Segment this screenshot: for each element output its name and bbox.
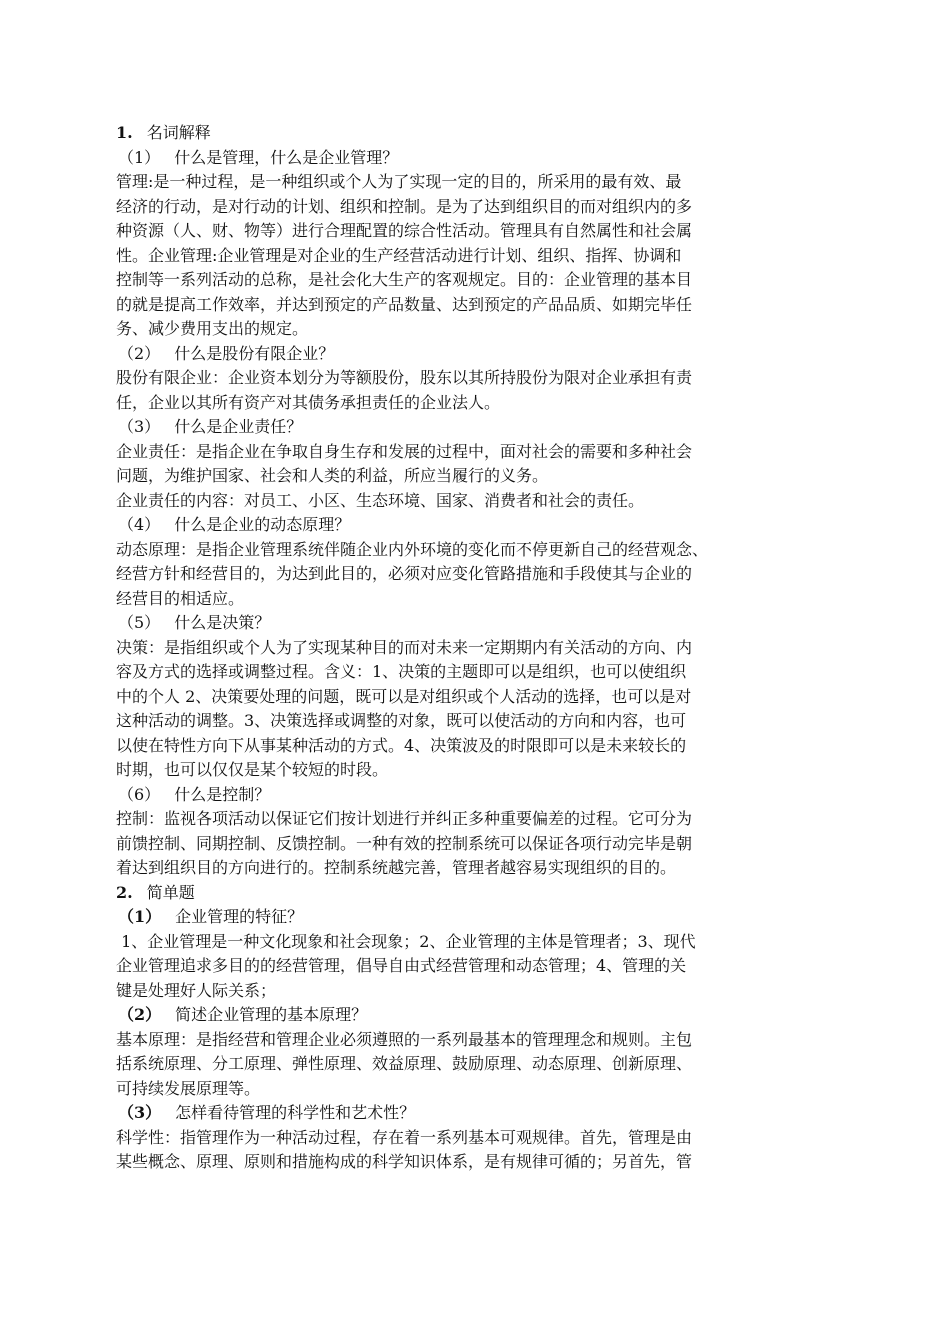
- answer-line: 控制：监视各项活动以保证它们按计划进行并纠正多种重要偏差的过程。它可分为: [116, 809, 693, 828]
- section-number: 2.: [116, 882, 133, 902]
- question-text: 什么是决策？: [174, 613, 271, 632]
- question-label: （6）: [118, 784, 161, 804]
- answer-line: 某些概念、原理、原则和措施构成的科学知识体系，是有规律可循的；另首先，管: [116, 1152, 693, 1171]
- answer-line: 经营目的相适应。: [116, 588, 245, 608]
- answer-line: 科学性：指管理作为一种活动过程，存在着一系列基本可观规律。首先，管理是由: [116, 1127, 693, 1147]
- answer-line: 决策：是指组织或个人为了实现某种目的而对未来一定期期内有关活动的方向、内: [116, 637, 693, 657]
- section-heading-1: [116, 121, 816, 146]
- answer-line: 键是处理好人际关系；: [116, 980, 277, 1000]
- answer-line: 务、减少费用支出的规定。: [116, 319, 309, 338]
- question-label: （4）: [118, 515, 161, 534]
- answer-line: 前馈控制、同期控制、反馈控制。一种有效的控制系统可以保证各项行动完毕是朝: [116, 833, 693, 853]
- answer-line: 着达到组织目的方向进行的。控制系统越完善，管理者越容易实现组织的目的。: [116, 858, 677, 877]
- question-2-2: [116, 1003, 816, 1028]
- answer-line: 括系统原理、分工原理、弹性原理、效益原理、鼓励原理、动态原理、创新原理、: [116, 1054, 693, 1073]
- question-1-5: [116, 611, 816, 636]
- question-label: （5）: [118, 613, 161, 632]
- answer-line: 动态原理：是指企业管理系统伴随企业内外环境的变化而不停更新自己的经营观念、: [116, 539, 709, 559]
- answer-line: 股份有限企业：企业资本划分为等额股份，股东以其所持股份为限对企业承担有责: [116, 368, 693, 387]
- question-1-4: [116, 513, 816, 538]
- question-label: （1）: [118, 907, 162, 926]
- answer-line: 经济的行动，是对行动的计划、组织和控制。是为了达到组织目的而对组织内的多: [116, 196, 693, 216]
- question-label: （2）: [118, 343, 161, 363]
- question-1-1: [116, 146, 816, 171]
- question-text: 什么是控制？: [174, 784, 271, 804]
- answer-line: 任，企业以其所有资产对其债务承担责任的企业法人。: [116, 392, 501, 412]
- answer-line: 经营方针和经营目的，为达到此目的，必须对应变化管路措施和手段使其与企业的: [116, 564, 693, 583]
- question-1-2: [116, 342, 816, 367]
- question-2-3: [116, 1101, 816, 1126]
- answer-line: 时期，也可以仅仅是某个较短的时段。: [116, 760, 389, 779]
- question-label: （1）: [118, 147, 161, 167]
- answer-line: 中的个人 2、决策要处理的问题，既可以是对组织或个人活动的选择，也可以是对: [116, 686, 692, 706]
- answer-line: 基本原理：是指经营和管理企业必须遵照的一系列最基本的管理理念和规则。主包: [116, 1029, 693, 1049]
- answer-line: 容及方式的选择或调整过程。含义：1、决策的主题即可以是组织，也可以使组织: [116, 662, 687, 681]
- question-1-6: [116, 783, 816, 808]
- answer-line: 问题，为维护国家、社会和人类的利益，所应当履行的义务。: [116, 466, 549, 485]
- question-text: 企业管理的特征？: [175, 907, 304, 926]
- answer-line: 企业管理追求多目的的经营管理，倡导自由式经营管理和动态管理；4、管理的关: [116, 956, 687, 975]
- question-text: 怎样看待管理的科学性和艺术性？: [175, 1103, 416, 1122]
- section-number: 1.: [116, 123, 133, 142]
- answer-line: 种资源（人、财、物等）进行合理配置的综合性活动。管理具有自然属性和社会属: [116, 221, 693, 240]
- answer-line: 这种活动的调整。3、决策选择或调整的对象，既可以使活动的方向和内容，也可: [116, 711, 687, 730]
- section-heading-2: [116, 881, 816, 906]
- question-text: 简述企业管理的基本原理？: [175, 1005, 368, 1024]
- question-1-3: [116, 415, 816, 440]
- answer-line: 企业责任的内容：对员工、小区、生态环境、国家、消费者和社会的责任。: [116, 490, 645, 510]
- question-label: （2）: [118, 1005, 162, 1024]
- answer-line: 企业责任：是指企业在争取自身生存和发展的过程中，面对社会的需要和多种社会: [116, 441, 693, 461]
- question-text: 什么是管理，什么是企业管理？: [174, 147, 399, 167]
- question-label: （3）: [118, 1103, 162, 1122]
- answer-line: 性。企业管理:企业管理是对企业的生产经营活动进行计划、组织、指挥、协调和: [116, 245, 682, 265]
- answer-line: 1、企业管理是一种文化现象和社会现象；2、企业管理的主体是管理者；3、现代: [116, 931, 696, 951]
- document-page: [116, 121, 816, 1175]
- section-title: 简单题: [146, 882, 195, 902]
- answer-line: 以使在特性方向下从事某种活动的方式。4、决策波及的时限即可以是未来较长的: [116, 735, 687, 755]
- answer-line: 控制等一系列活动的总称，是社会化大生产的客观规定。目的：企业管理的基本目: [116, 270, 693, 289]
- answer-line: 管理:是一种过程，是一种组织或个人为了实现一定的目的，所采用的最有效、最: [116, 172, 682, 191]
- question-text: 什么是股份有限企业？: [174, 343, 335, 363]
- question-label: （3）: [118, 417, 161, 436]
- question-text: 什么是企业责任？: [174, 417, 303, 436]
- answer-line: 的就是提高工作效率，并达到预定的产品数量、达到预定的产品品质、如期完毕任: [116, 294, 693, 314]
- section-title: 名词解释: [146, 123, 211, 142]
- question-text: 什么是企业的动态原理？: [174, 515, 351, 534]
- question-2-1: [116, 905, 816, 930]
- answer-line: 可持续发展原理等。: [116, 1078, 261, 1098]
